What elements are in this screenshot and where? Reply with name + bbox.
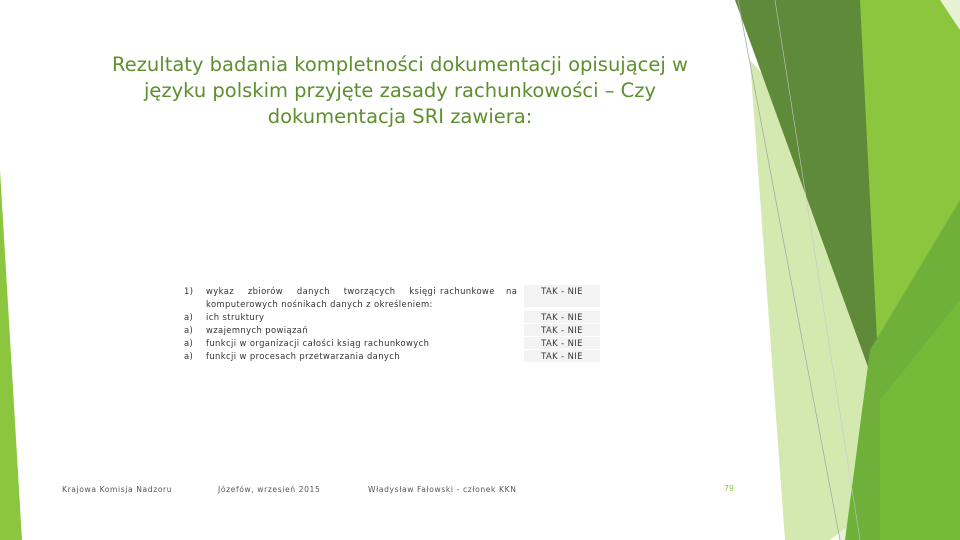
footer-place-date: Józefów, wrzesień 2015 xyxy=(218,485,321,494)
item-number: a) xyxy=(184,351,194,361)
footer-organization: Krajowa Komisja Nadzoru xyxy=(62,485,173,494)
answer-cell: TAK - NIE xyxy=(524,324,600,336)
list-item xyxy=(180,324,600,337)
checklist xyxy=(180,285,600,363)
item-text: funkcji w organizacji całości ksiąg rachunkowych xyxy=(206,338,430,348)
answer-cell: TAK - NIE xyxy=(524,337,600,349)
answer-cell: TAK - NIE xyxy=(524,350,600,362)
item-number: a) xyxy=(184,325,194,335)
title-line-2: języku polskim przyjęte zasady rachunkowości – Czy xyxy=(143,79,657,102)
answer-cell: TAK - NIE xyxy=(524,311,600,323)
list-item xyxy=(180,285,600,311)
list-item xyxy=(180,350,600,363)
list-item xyxy=(180,337,600,350)
title-line-3: dokumentacja SRI zawiera: xyxy=(267,105,533,128)
item-text-word: rachunkowe xyxy=(440,286,495,296)
title-line-1: Rezultaty badania kompletności dokumentacji opisującej w xyxy=(112,53,688,76)
item-text: funkcji w procesach przetwarzania danych xyxy=(206,351,400,361)
page-number: 79 xyxy=(723,484,734,493)
item-number: a) xyxy=(184,338,194,348)
slide-title xyxy=(60,52,740,130)
list-item xyxy=(180,311,600,324)
item-text: wzajemnych powiązań xyxy=(206,325,309,335)
left-edge-shape xyxy=(0,170,22,540)
answer-cell: TAK - NIE xyxy=(524,285,600,307)
item-text: wykaz zbiorów danych tworzących księgi xyxy=(206,286,436,296)
footer-author: Władysław Fałowski - członek KKN xyxy=(368,485,517,494)
item-text-line-2: komputerowych nośnikach danych z określeniem: xyxy=(206,299,433,309)
item-number: 1) xyxy=(184,286,194,296)
item-number: a) xyxy=(184,312,194,322)
item-text-word: na xyxy=(506,286,518,296)
item-text: ich struktury xyxy=(206,312,265,322)
